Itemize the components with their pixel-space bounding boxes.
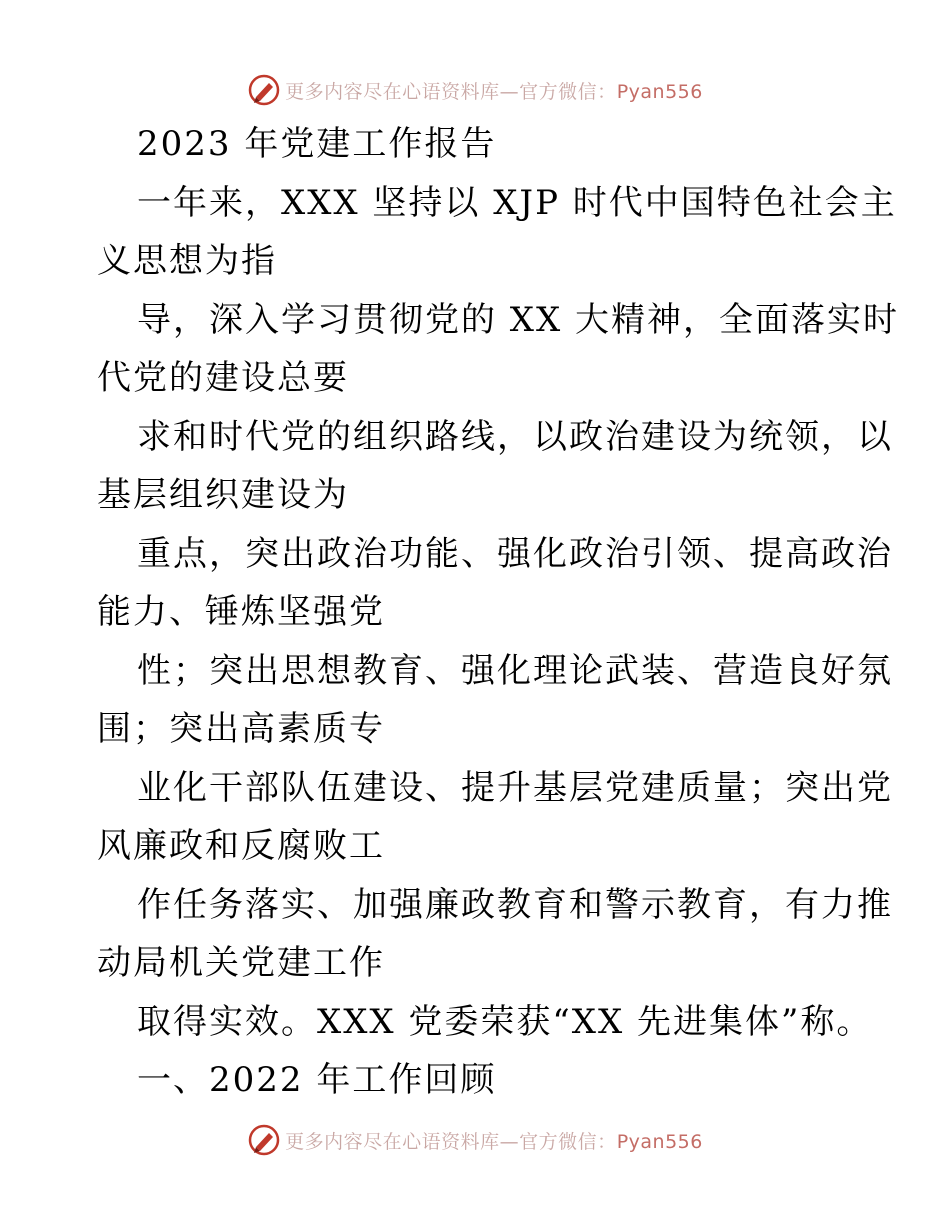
banner-main-text: 更多内容尽在心语资料库 <box>285 80 500 103</box>
document-line: 取得实效。XXX 党委荣获“XX 先进集体”称。 <box>137 1001 873 1042</box>
document-line: 重点，突出政治功能、强化政治引领、提高政治 <box>137 533 893 574</box>
banner-text <box>285 77 703 104</box>
banner-main-text: 更多内容尽在心语资料库 <box>285 1130 500 1153</box>
document-line: 义思想为指 <box>97 241 277 281</box>
document-body <box>97 115 900 1110</box>
banner-wechat-label: 官方微信： <box>519 80 617 103</box>
header-banner <box>0 70 950 110</box>
document-line: 围；突出高素质专 <box>97 709 385 749</box>
document-line: 作任务落实、加强廉政教育和警示教育，有力推 <box>137 884 893 925</box>
document-line: 导，深入学习贯彻党的 XX 大精神，全面落实时 <box>137 299 900 340</box>
document-line: 一、2022 年工作回顾 <box>137 1060 497 1100</box>
pen-logo-icon <box>247 73 281 107</box>
document-line: 风廉政和反腐败工 <box>97 826 385 866</box>
document-line: 代党的建设总要 <box>97 358 349 398</box>
banner-wechat-id: Pyan556 <box>616 1130 703 1153</box>
document-line: 一年来，XXX 坚持以 XJP 时代中国特色社会主 <box>137 182 897 223</box>
banner-wechat-label: 官方微信： <box>519 1130 617 1153</box>
document-line: 动局机关党建工作 <box>97 943 385 983</box>
document-line: 2023 年党建工作报告 <box>137 124 497 164</box>
document-line: 基层组织建设为 <box>97 475 349 515</box>
pen-logo-icon <box>247 1123 281 1157</box>
footer-banner <box>0 1120 950 1160</box>
banner-wechat-id: Pyan556 <box>616 80 703 103</box>
document-line: 能力、锤炼坚强党 <box>97 592 385 632</box>
document-line: 性；突出思想教育、强化理论武装、营造良好氛 <box>137 650 893 691</box>
document-line: 求和时代党的组织路线，以政治建设为统领，以 <box>137 416 893 457</box>
banner-separator: — <box>499 80 520 103</box>
banner-separator: — <box>499 1130 520 1153</box>
banner-text <box>285 1127 703 1154</box>
document-line: 业化干部队伍建设、提升基层党建质量；突出党 <box>137 767 893 808</box>
